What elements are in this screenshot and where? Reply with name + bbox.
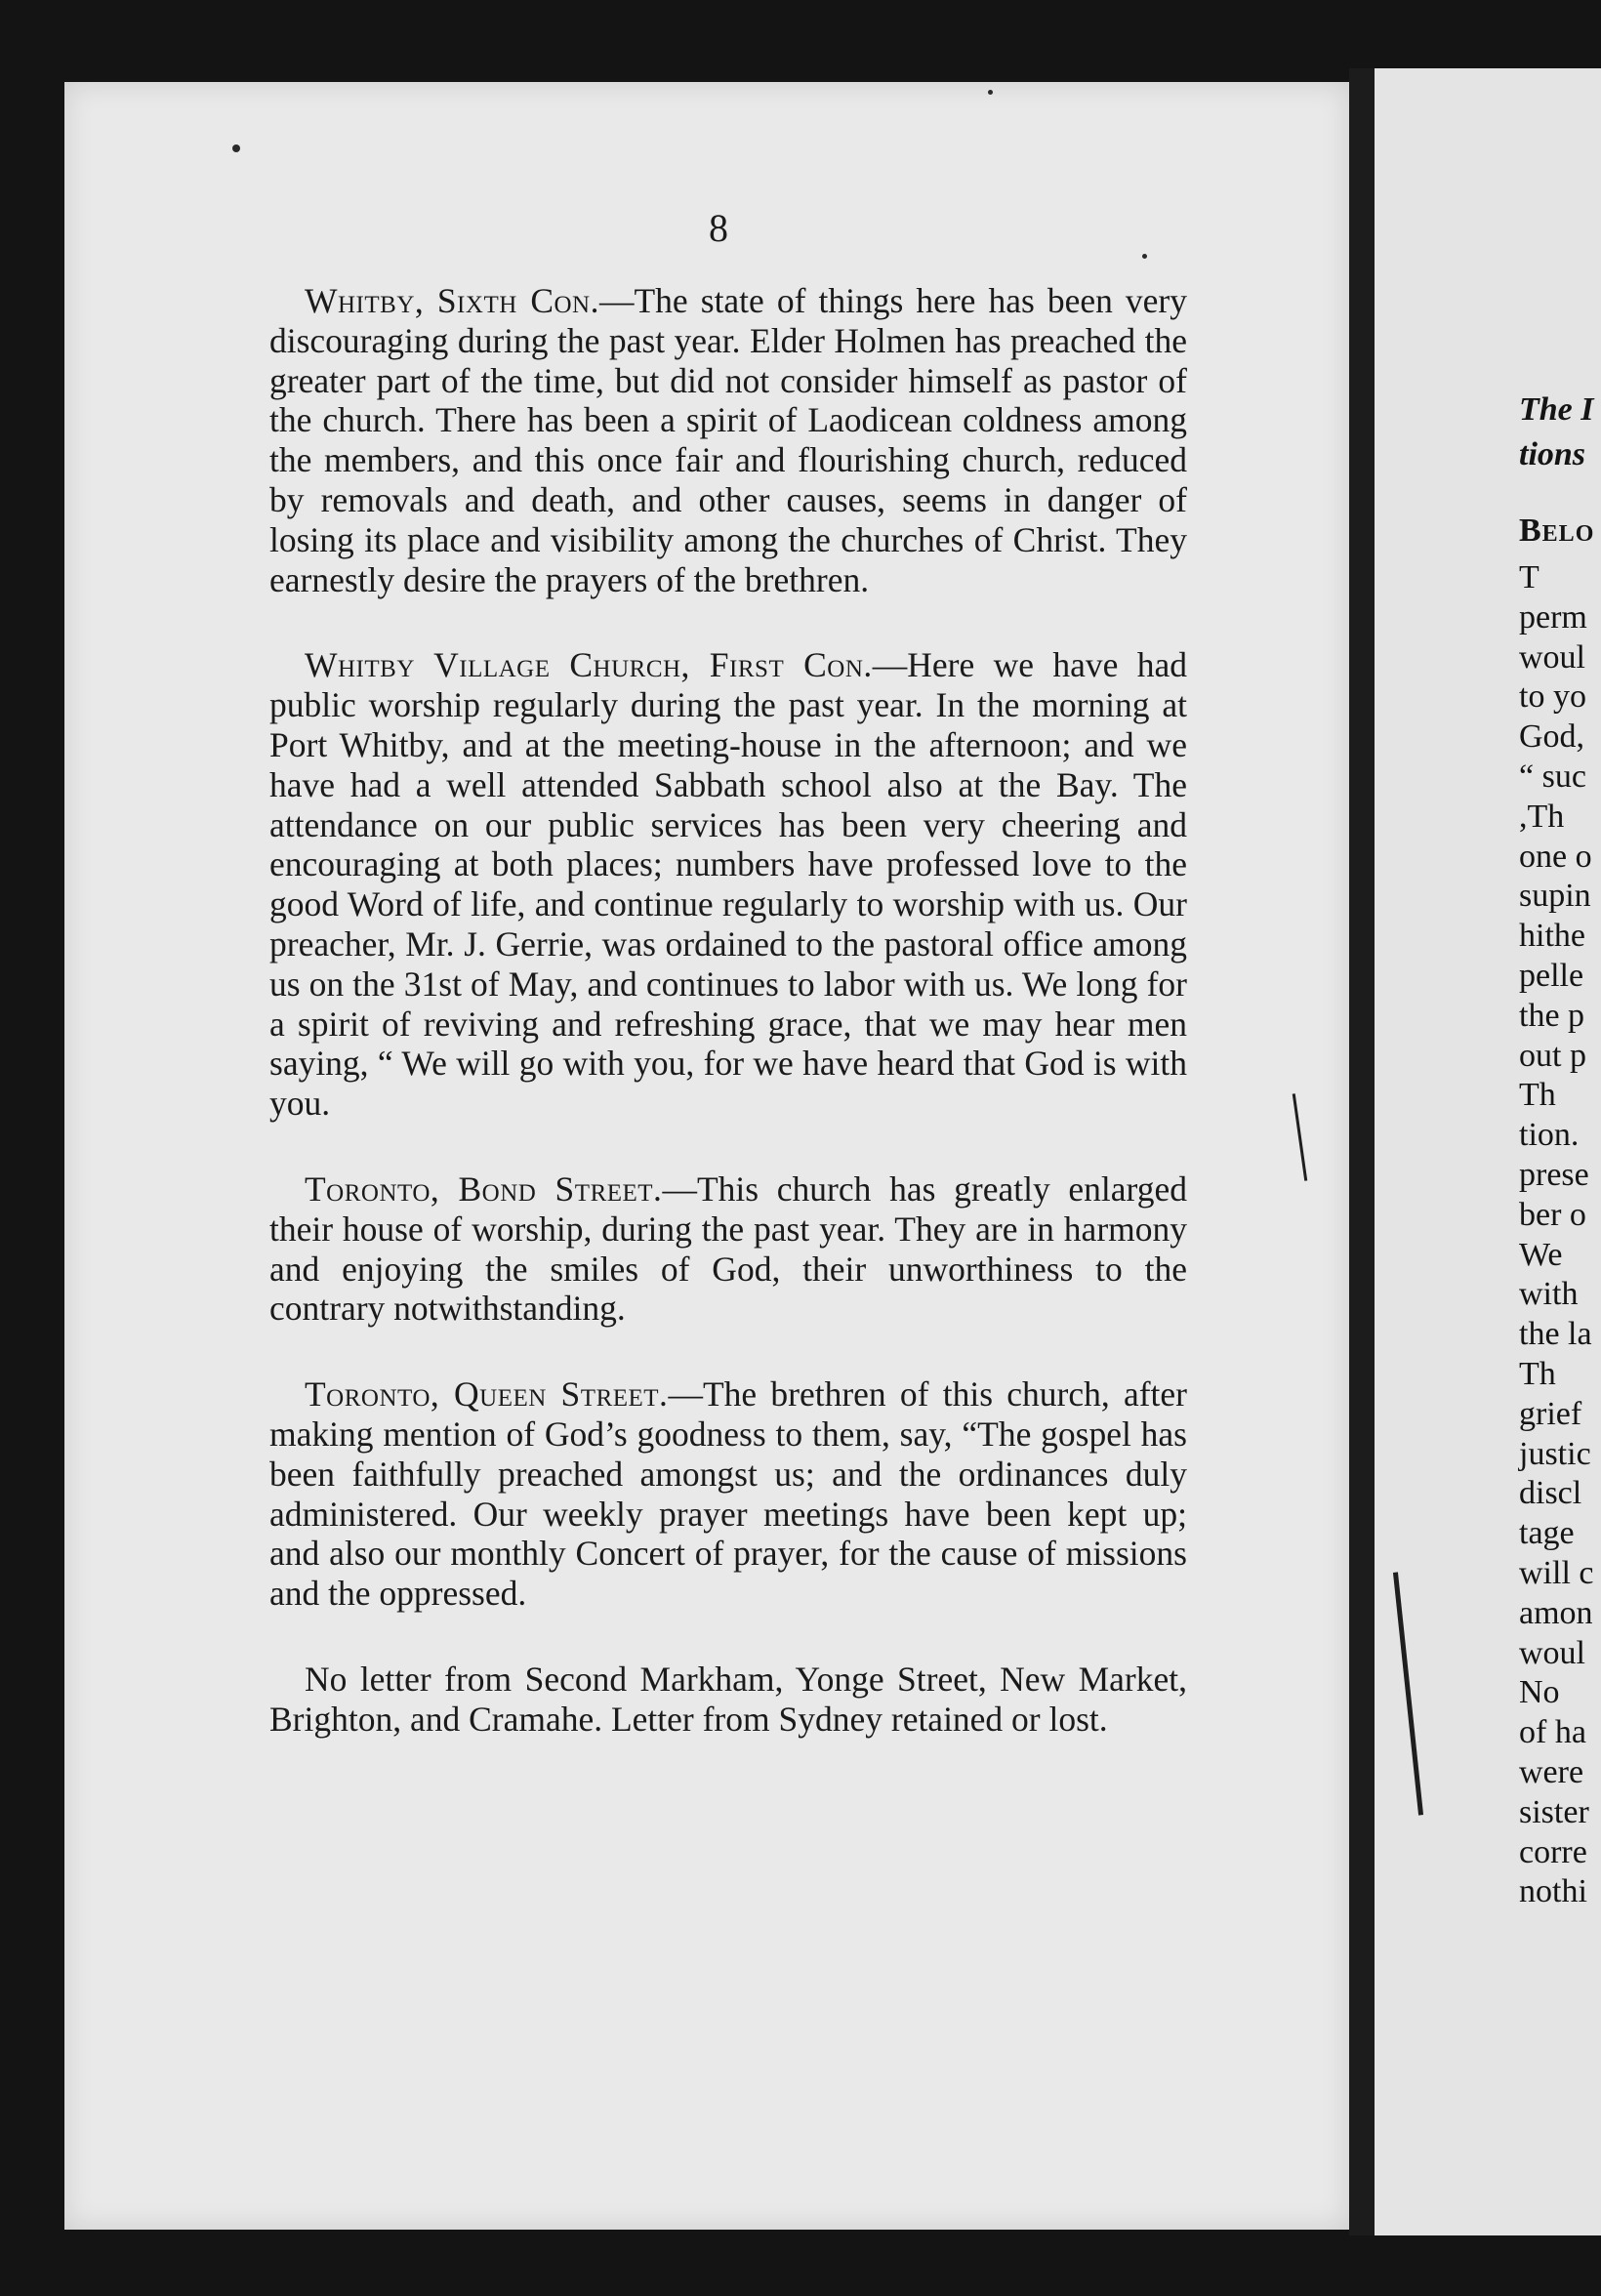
facing-line: ber o — [1519, 1196, 1586, 1233]
facing-line: sister — [1519, 1793, 1589, 1830]
entry-heading: Toronto, Queen Street. — [305, 1374, 669, 1414]
facing-line: No — [1519, 1674, 1560, 1711]
facing-line: of ha — [1519, 1714, 1586, 1751]
facing-line: supin — [1519, 878, 1591, 915]
facing-line: prese — [1519, 1157, 1589, 1193]
facing-line: with — [1519, 1276, 1579, 1313]
facing-line: nothi — [1519, 1873, 1587, 1910]
facing-line: corre — [1519, 1833, 1587, 1870]
entry-heading: Whitby Village Church, First Con. — [305, 645, 873, 685]
facing-title-line: tions — [1519, 436, 1586, 472]
entry-whitby-sixth-con — [269, 281, 1187, 599]
facing-line: one o — [1519, 838, 1592, 875]
page-number: 8 — [709, 206, 728, 250]
facing-line: were — [1519, 1754, 1584, 1790]
facing-line: Th — [1519, 1356, 1556, 1392]
entry-heading: Toronto, Bond Street. — [305, 1168, 663, 1209]
entry-text: —This church has greatly enlarged their house of worship, during the past year. They are in harmony and enjoying the smiles of God, their unworthiness to the contrary notwithstanding. — [269, 1168, 1187, 1329]
scan-speck — [988, 90, 993, 95]
facing-line: the p — [1519, 997, 1585, 1034]
entry-whitby-village-church — [269, 645, 1187, 1124]
facing-line: tion. — [1519, 1117, 1580, 1154]
entry-toronto-bond-street — [269, 1169, 1187, 1329]
facing-line: tage — [1519, 1515, 1575, 1552]
facing-line: to yo — [1519, 678, 1586, 716]
facing-line: ,Th — [1519, 798, 1565, 835]
book-gutter — [1349, 68, 1375, 2235]
facing-line: pelle — [1519, 958, 1584, 994]
facing-line: the la — [1519, 1316, 1592, 1353]
facing-line: will c — [1519, 1555, 1594, 1591]
entry-text: No letter from Second Markham, Yonge Street, New Market, Brighton, and Cramahe. Letter from Sydney retained or lost. — [269, 1659, 1187, 1739]
facing-line: woul — [1519, 1634, 1585, 1671]
scan-speck — [232, 144, 240, 152]
facing-line: hithe — [1519, 918, 1585, 955]
facing-line: T — [1519, 559, 1539, 595]
report-text — [269, 281, 1187, 1785]
facing-line: We — [1519, 1236, 1563, 1273]
entry-no-letter-note — [269, 1660, 1187, 1740]
facing-line: amon — [1519, 1594, 1593, 1631]
facing-heading: Belo — [1519, 512, 1595, 549]
entry-text: —The brethren of this church, after making mention of God’s goodness to them, say, “The gospel has been faithfully preached amongst us; and the ordinances duly administered. Our weekly prayer meetings have been kept up; and also our monthly Concert of prayer, for the cause of missions and the oppressed. — [269, 1374, 1187, 1614]
facing-line: perm — [1519, 598, 1587, 636]
entry-heading: Whitby, Sixth Con. — [305, 281, 599, 320]
facing-title-line: The I — [1519, 391, 1594, 428]
facing-line: out p — [1519, 1037, 1586, 1074]
facing-line: grief — [1519, 1395, 1582, 1432]
facing-line: woul — [1519, 638, 1585, 676]
scan-speck — [1142, 254, 1147, 259]
entry-text: —The state of things here has been very discouraging during the past year. Elder Holmen has preached the greater part of the time, but did not consider himself as pastor of the church. There has been a spirit of Laodicean coldness among the members, and this once fair and flourishing church, reduced by removals and death, and other causes, seems in danger of losing its place and visibility among the churches of Christ. They earnestly desire the prayers of the brethren. — [269, 281, 1188, 599]
facing-line: God, — [1519, 718, 1585, 756]
entry-text: —Here we have had public worship regularly during the past year. In the morning at Port Whitby, and at the meeting-house in the afternoon; and we have had a well attended Sabbath school also at the Bay. The attendance on our public services has been very cheering and encouraging at both places; numbers have professed love to the good Word of life, and continue regularly to worship with us. Our preacher, Mr. J. Gerrie, was ordained to the pastoral office among us on the 31st of May, and continues to labor with us. We long for a spirit of reviving and refreshing grace, that we may hear men saying, “ We will go with you, for we have heard that God is with you. — [269, 645, 1187, 1124]
entry-toronto-queen-street — [269, 1374, 1187, 1614]
facing-line: Th — [1519, 1077, 1556, 1114]
facing-line: “ suc — [1519, 758, 1586, 795]
facing-line: justic — [1519, 1435, 1591, 1472]
facing-line: discl — [1519, 1475, 1582, 1512]
